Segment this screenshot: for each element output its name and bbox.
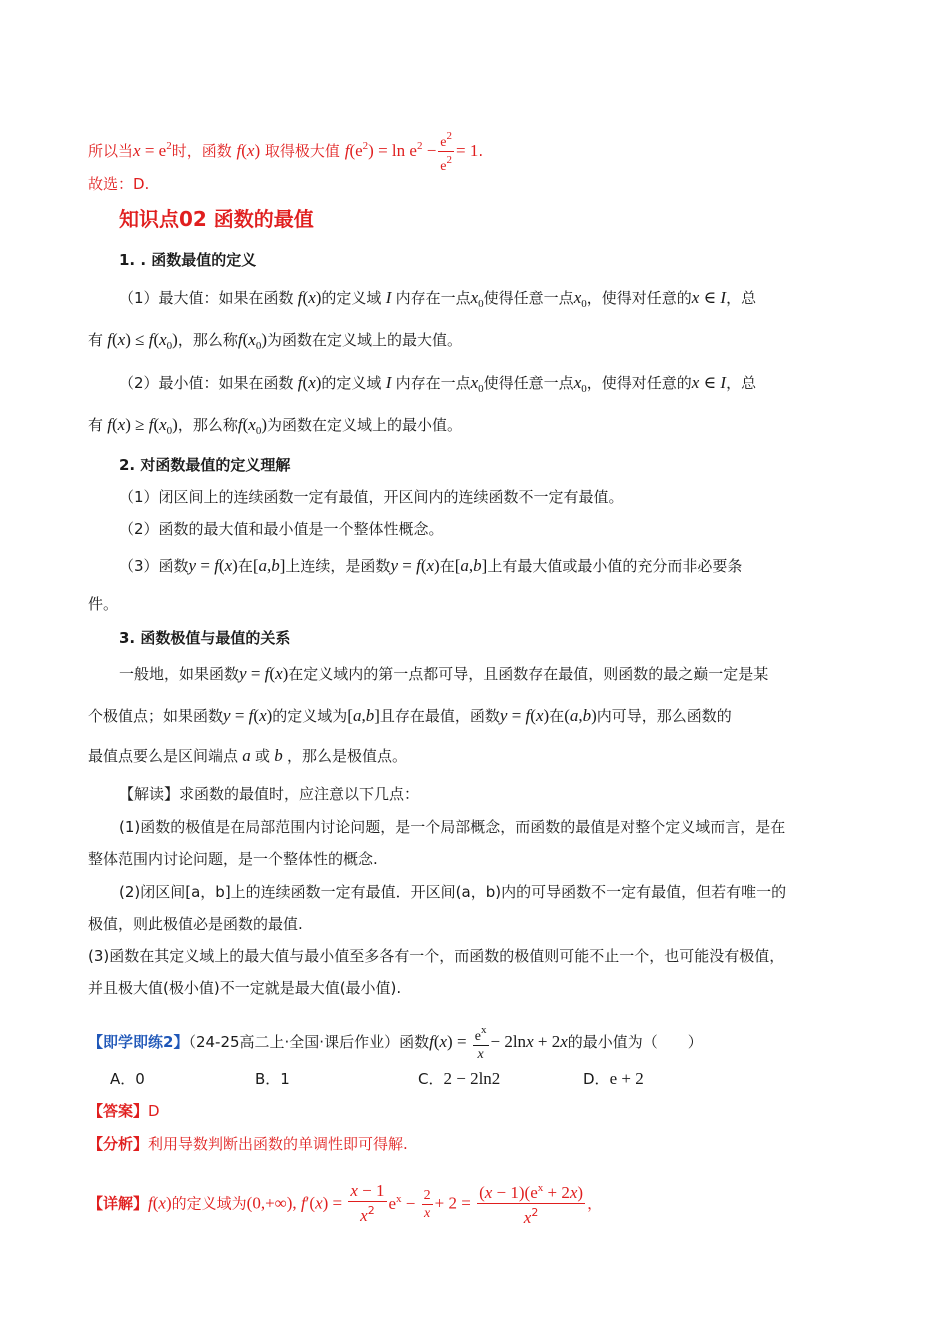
note-paragraph: 整体范围内讨论问题，是一个整体性的概念. [88, 850, 378, 868]
text: 有 [88, 331, 104, 349]
exercise-tag: 【即学即练2】 [88, 1033, 189, 1051]
answer-tag: 【答案】 [88, 1102, 149, 1120]
answer-row [88, 1101, 160, 1121]
text: 内存在一点 [395, 289, 471, 307]
note-title: 【解读】求函数的最值时，应注意以下几点： [119, 785, 420, 803]
paragraph: （2）函数的最大值和最小值是一个整体性概念。 [119, 520, 444, 538]
option-c[interactable] [418, 1069, 500, 1089]
text: 所以当 [88, 142, 134, 160]
analysis-tag: 【分析】 [88, 1135, 149, 1153]
paragraph: （1）闭区间上的连续函数一定有最值，开区间内的连续函数不一定有最值。 [119, 488, 624, 506]
math: f [236, 141, 242, 160]
solution-tag: 【详解】 [88, 1194, 149, 1213]
text: （1）最大值：如果在函数 [119, 289, 294, 307]
paragraph: 个极值点；如果函数y = f(x)的定义域为[a,b]且存在最值，函数y = f(x)在(a,b)内可导，那么函数的 [88, 706, 732, 725]
text: 的定义域为 [171, 1194, 247, 1213]
text: 的定义域 [321, 289, 382, 307]
math: x [133, 141, 141, 160]
text: 在 [237, 557, 253, 575]
text: 最值点要么是区间端点 [88, 747, 239, 765]
text: 且存在最值，函数 [379, 707, 500, 725]
text: 个极值点；如果函数 [88, 707, 224, 725]
text: （24-25高二上·全国·课后作业）函数 [188, 1033, 430, 1051]
min-definition-line2: 有 $f(x) \ge f(x_0)$，那么称$f(x_0)$为函数在定义域上的最小值。 [88, 415, 462, 437]
text: D． [583, 1070, 610, 1088]
text: ，使得对任意的 [586, 289, 692, 307]
section-heading: 知识点02 函数的最值 [119, 207, 314, 231]
text: . [478, 142, 484, 160]
text: ，那么是极值点。 [287, 747, 408, 765]
text: 上有最大值或最小值的充分而非必要条 [487, 557, 743, 575]
solution-row: 【详解】f(x)的定义域为(0,+∞), f′(x) = $\frac{x - 1}{x^2}$ $e^x$ − $\frac{2}{x}$ + 2 = $\frac{(x - 1)(e^x + 2x)}{x^2}$ ， [88, 1181, 603, 1227]
note-paragraph: (2)闭区间[a，b]上的连续函数一定有最值．开区间(a，b)内的可导函数不一定有最值，但若有唯一的 [119, 883, 787, 901]
subsection-title: 2. 对函数最值的定义理解 [119, 456, 291, 474]
text: 时，函数 [171, 142, 232, 160]
text: 在 [549, 707, 565, 725]
option-d[interactable] [583, 1069, 644, 1089]
text: ，那么称 [177, 331, 238, 349]
max-definition-line2: 有 $f(x) \le f(x_0)$，那么称$f(x_0)$为函数在定义域上的最大值。 [88, 330, 462, 352]
text: 上连续，是函数 [285, 557, 391, 575]
math: 2 − 2ln2 [443, 1069, 501, 1088]
text: 在 [439, 557, 455, 575]
text: 为函数在定义域上的最小值。 [266, 416, 462, 434]
math: e + 2 [609, 1069, 644, 1088]
text: ，总 [726, 289, 757, 307]
fraction: $\frac{x - 1}{x^2}$ [350, 1181, 385, 1225]
analysis-row [88, 1134, 408, 1154]
note-paragraph: (3)函数在其定义域上的最大值与最小值至多各有一个，而函数的极值则可能不止一个，也可能没有极值， [88, 947, 785, 965]
conclusion-line: 所以当$x = e^2$时，函数 f(x) 取得极大值 $f(e^2) = \ln e^2$ − $\frac{e^2}{e^2}$ = 1. [88, 130, 484, 174]
text: ，那么称 [177, 416, 238, 434]
text: 的定义域为 [272, 707, 348, 725]
answer-line: 故选：D. [88, 175, 150, 193]
subsection-title: 1. . 函数最值的定义 [119, 251, 257, 269]
text: （2）最小值：如果在函数 [119, 374, 294, 392]
paragraph: 件。 [88, 595, 119, 613]
note-paragraph: (1)函数的极值是在局部范围内讨论问题，是一个局部概念，而函数的最值是对整个定义域而言，是在 [119, 818, 786, 836]
max-definition-line1: （1）最大值：如果在函数 f(x)的定义域 I 内存在一点$x_0$使得任意一点$x_0$，使得对任意的x ∈ I，总 [119, 288, 757, 310]
note-paragraph: 并且极大值(极小值)不一定就是最大值(最小值). [88, 979, 402, 997]
subsection-title: 3. 函数极值与最值的关系 [119, 629, 291, 647]
answer-value: D [148, 1102, 160, 1120]
text: ，使得对任意的 [586, 374, 692, 392]
text: 在定义域内的第一点都可导，且函数存在最值，则函数的最之巅一定是某 [288, 665, 769, 683]
fraction: $\frac{(x - 1)(e^x + 2x)}{x^2}$ [479, 1182, 584, 1227]
paragraph: （3）函数y = f(x)在[a,b]上连续，是函数y = f(x)在[a,b]上有最大值或最小值的充分而非必要条 [119, 556, 743, 575]
text: 内可导，那么函数的 [596, 707, 732, 725]
text: 或 [255, 747, 271, 765]
text: 一般地，如果函数 [119, 665, 240, 683]
text: C． [418, 1070, 444, 1088]
option-b[interactable]: B．1 [255, 1070, 290, 1088]
text: 使得任意一点 [483, 374, 574, 392]
paragraph: 最值点要么是区间端点 a 或 b ，那么是极值点。 [88, 746, 408, 765]
exercise-question: 【即学即练2】（24-25高二上·全国·课后作业）函数f(x) = $\frac{e^x}{x}$ − 2lnx + 2x的最小值为（ ） [88, 1024, 703, 1062]
note-paragraph: 极值，则此极值必是函数的最值. [88, 915, 303, 933]
text: 有 [88, 416, 104, 434]
text: 内存在一点 [395, 374, 471, 392]
text: 取得极大值 [264, 142, 340, 160]
text: 的最小值为（ ） [567, 1033, 703, 1051]
fraction: $\frac{e^2}{e^2}$ [440, 130, 452, 174]
analysis-text: 利用导数判断出函数的单调性即可得解. [148, 1135, 408, 1153]
text: 使得任意一点 [483, 289, 574, 307]
paragraph: 一般地，如果函数y = f(x)在定义域内的第一点都可导，且函数存在最值，则函数的最之巅一定是某 [119, 664, 769, 683]
option-a[interactable]: A．0 [110, 1070, 145, 1088]
fraction: $\frac{e^x}{x}$ [474, 1024, 487, 1062]
text: （3）函数 [119, 557, 189, 575]
text: ， [587, 1194, 603, 1213]
text: 为函数在定义域上的最大值。 [266, 331, 462, 349]
fraction: $\frac{2}{x}$ [423, 1187, 431, 1221]
min-definition-line1: （2）最小值：如果在函数 f(x)的定义域 I 内存在一点$x_0$使得任意一点$x_0$，使得对任意的x ∈ I，总 [119, 373, 757, 395]
text: ，总 [726, 374, 757, 392]
text: 的定义域 [321, 374, 382, 392]
